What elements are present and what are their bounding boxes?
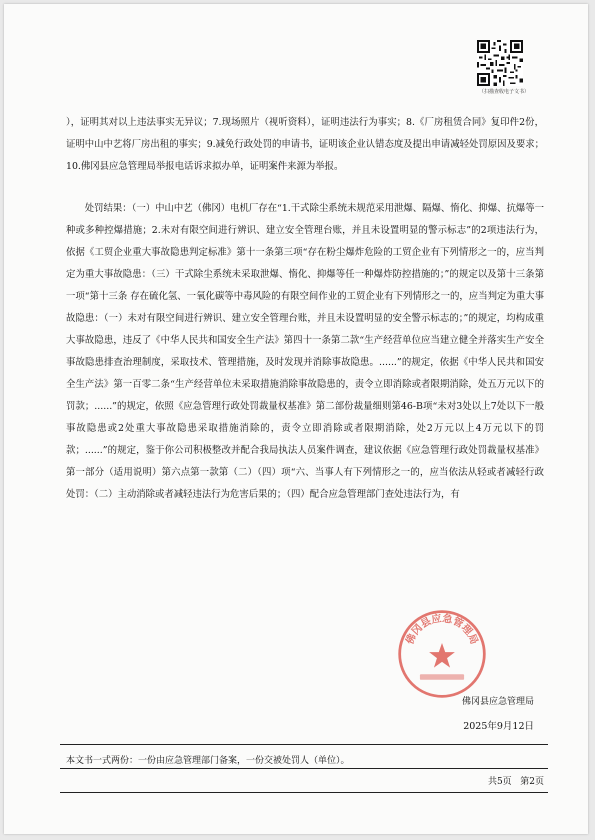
svg-text:佛冈县应急管理局: [402, 611, 481, 647]
paragraph-penalty-result: 处罚结果：（一）中山中艺（佛冈）电机厂存在“1.干式除尘系统未规范采用泄爆、隔爆、惰化、抑爆、抗爆等一种或多种控爆措施；2.未对有限空间进行辨识、建立安全管理台账，并且未设置明显的警示标志”的2项违法行为，依据《工贸企业重大事故隐患判定标准》第十一条第三项“存在粉尘爆炸危险的工贸企业有下列情形之一的，应当判定为重大事故隐患：（三）干式除尘系统未采取泄爆、惰化、抑爆等任一种爆炸防控措施的；”的规定以及第十三条第一项“第十三条 存在硫化氢、一氧化碳等中毒风险的有限空间作业的工贸企业有下列情形之一的，应当判定为重大事故隐患：（一）未对有限空间进行辨识、建立安全管理台账，并且未设置明显的安全警示标志的；”的规定，均构成重大事故隐患，违反了《中华人民共和国安全生产法》第四十一条第二款“生产经营单位应当建立健全并落实生产安全事故隐患排查治理制度，采取技术、管理措施，及时发现并消除事故隐患。......”的规定，依据《中华人民共和国安全生产法》第一百零二条“生产经营单位未采取措施消除事故隐患的，责令立即消除或者限期消除，处五万元以下的罚款；......”的规定，依照《应急管理行政处罚裁量权基准》第二部份裁量细则第46-B项“未对3处以上7处以下一般事故隐患或2处重大事故隐患采取措施消除的，责令立即消除或者限期消除，处2万元以上4万元以下的罚款；......”的规定，鉴于你公司积极整改并配合我局执法人员案件调查，建议依据《应急管理行政处罚裁量权基准》第一部分（适用说明）第六点第一款第（二）（四）项“六、当事人有下列情形之一的，应当依法从轻或者减轻行政处罚：（二）主动消除或者减轻违法行为危害后果的；（四）配合应急管理部门查处违法行为，有: [66, 203, 544, 500]
total-pages: 共5页: [487, 777, 512, 787]
issue-date: 2025年9月12日: [463, 721, 534, 732]
seal-text: 佛冈县应急管理局: [404, 613, 480, 647]
footer-divider-middle: [60, 768, 548, 769]
qr-caption: （扫描查收电子文书）: [478, 89, 529, 95]
qr-code-icon[interactable]: [477, 40, 523, 86]
footer-divider-top: [60, 744, 548, 745]
document-page: [4, 4, 588, 834]
footer-divider-bottom: [60, 792, 548, 793]
official-seal-icon: [396, 608, 488, 700]
current-page: 第2页: [520, 777, 544, 787]
page-number: [434, 774, 544, 787]
footer-note: 本文书一式两份：一份由应急管理部门备案，一份交被处罚人（单位）。: [66, 756, 350, 766]
document-body: [66, 112, 544, 506]
issuing-authority: 佛冈县应急管理局: [461, 697, 534, 707]
paragraph-evidence: ），证明其对以上违法事实无异议；7.现场照片（视听资料），证明违法行为事实；8.《厂房租赁合同》复印件2份，证明中山中艺将厂房出租的事实；9.减免行政处罚的申请书，证明该企业认错态度及提出申请减轻处罚原因及要求；10.佛冈县应急管理局举报电话诉求拟办单，证明案件来源为举报。: [66, 117, 544, 172]
